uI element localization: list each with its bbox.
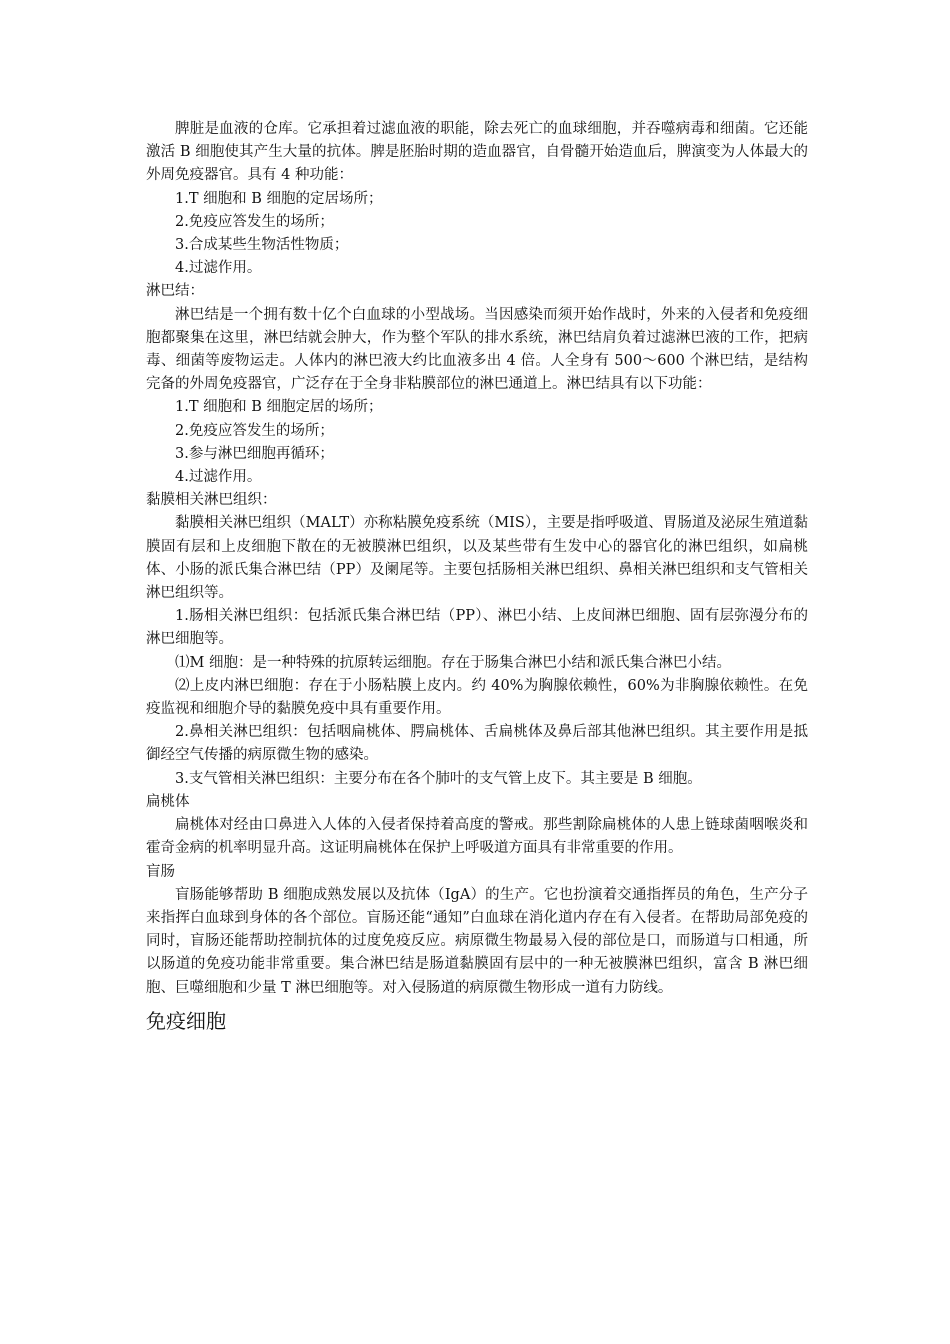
paragraph-balt: 3.支气管相关淋巴组织：主要分布在各个肺叶的支气管上皮下。其主要是 B 细胞。 xyxy=(175,770,702,787)
section-heading-malt: 黏膜相关淋巴组织： xyxy=(146,492,277,509)
paragraph-m-cell: ⑴M 细胞：是一种特殊的抗原转运细胞。存在于肠集合淋巴小结和派氏集合淋巴小结。 xyxy=(175,654,731,671)
list-item: 3.参与淋巴细胞再循环； xyxy=(175,445,334,462)
paragraph-galt: 1.肠相关淋巴组织：包括派氏集合淋巴结（PP）、淋巴小结、上皮间淋巴细胞、固有层弥漫分布的淋巴细胞等。 xyxy=(146,608,808,648)
paragraph-iel: ⑵上皮内淋巴细胞：存在于小肠粘膜上皮内。约 40%为胸腺依赖性，60%为非胸腺依赖性。在免疫监视和细胞介导的黏膜免疫中具有重要作用。 xyxy=(146,677,808,718)
list-item: 1.T 细胞和 B 细胞定居的场所； xyxy=(175,399,383,416)
chapter-heading-immune-cells: 免疫细胞 xyxy=(146,1008,226,1033)
list-item: 3.合成某些生物活性物质； xyxy=(175,237,349,254)
paragraph-lymph-node: 淋巴结是一个拥有数十亿个白血球的小型战场。当因感染而须开始作战时，外来的入侵者和免疫细胞都聚集在这里，淋巴结就会肿大，作为整个军队的排水系统，淋巴结肩负着过滤淋巴液的工作，把病毒、细菌等废物运走。人体内的淋巴液大约比血液多出 4 倍。人全身有 500～600 个淋巴结，是结构完备的外周免疫器官，广泛存在于全身非粘膜部位的淋巴通道上。淋巴结具有以下功能： xyxy=(146,306,808,393)
paragraph-cecum: 盲肠能够帮助 B 细胞成熟发展以及抗体（IgA）的生产。它也扮演着交通指挥员的角色，生产分子来指挥白血球到身体的各个部位。盲肠还能“通知”白血球在消化道内存在有入侵者。在帮助局部免疫的同时，盲肠还能帮助控制抗体的过度免疫反应。病原微生物最易入侵的部位是口，而肠道与口相通，所以肠道的免疫功能非常重要。集合淋巴结是肠道黏膜固有层中的一种无被膜淋巴组织，富含 B 淋巴细胞、巨噬细胞和少量 T 淋巴细胞等。对入侵肠道的病原微生物形成一道有力防线。 xyxy=(146,886,808,996)
section-heading-cecum: 盲肠 xyxy=(146,863,175,880)
list-item: 2.免疫应答发生的场所； xyxy=(175,422,334,439)
paragraph-tonsil: 扁桃体对经由口鼻进入人体的入侵者保持着高度的警戒。那些割除扁桃体的人患上链球菌咽喉炎和霍奇金病的机率明显升高。这证明扁桃体在保护上呼吸道方面具有非常重要的作用。 xyxy=(146,817,808,857)
paragraph-spleen: 脾脏是血液的仓库。它承担着过滤血液的职能，除去死亡的血球细胞，并吞噬病毒和细菌。它还能激活 B 细胞使其产生大量的抗体。脾是胚胎时期的造血器官，自骨髓开始造血后，脾演变为人体最大的外周免疫器官。具有 4 种功能： xyxy=(146,121,808,184)
paragraph-nalt: 2.鼻相关淋巴组织：包括咽扁桃体、腭扁桃体、舌扁桃体及鼻后部其他淋巴组织。其主要作用是抵御经空气传播的病原微生物的感染。 xyxy=(146,724,808,764)
section-heading-tonsil: 扁桃体 xyxy=(146,793,190,810)
section-heading-lymph-node: 淋巴结： xyxy=(146,283,204,300)
paragraph-malt: 黏膜相关淋巴组织（MALT）亦称粘膜免疫系统（MIS），主要是指呼吸道、胃肠道及泌尿生殖道黏膜固有层和上皮细胞下散在的无被膜淋巴组织，以及某些带有生发中心的器官化的淋巴组织，如扁桃体、小肠的派氏集合淋巴结（PP）及阑尾等。主要包括肠相关淋巴组织、鼻相关淋巴组织和支气管相关淋巴组织等。 xyxy=(146,515,808,602)
list-item: 2.免疫应答发生的场所； xyxy=(175,213,334,230)
document-page xyxy=(146,118,808,1036)
list-item: 4.过滤作用。 xyxy=(175,260,262,277)
list-item: 1.T 细胞和 B 细胞的定居场所； xyxy=(175,190,383,207)
list-item: 4.过滤作用。 xyxy=(175,469,262,486)
